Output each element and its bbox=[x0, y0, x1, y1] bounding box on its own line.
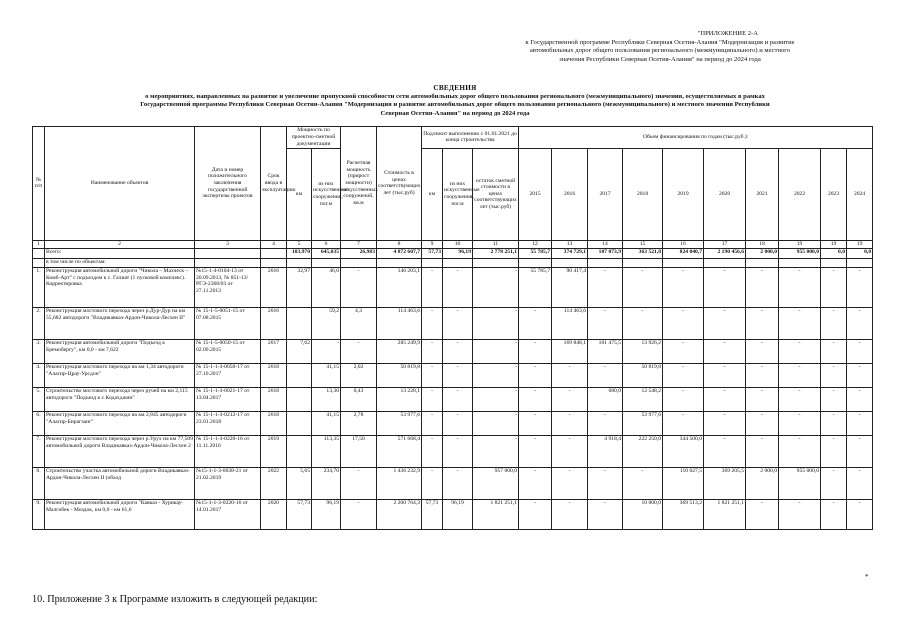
finance-year-cell: - bbox=[552, 411, 588, 435]
cost-cell: 285 249,9 bbox=[377, 339, 422, 363]
expertise-ref-cell: № 15-1-1-3-0021-17 от 13.04.2017 bbox=[195, 387, 261, 411]
capacity-km-cell bbox=[287, 363, 312, 387]
expertise-ref-cell: №15-1-4-0104-13 от 20.09.2013, № 851-13/РГЭ-2368/03 от 27.11.2013 bbox=[195, 267, 261, 307]
done-km-cell: - bbox=[422, 435, 443, 467]
col-year-2020: 2020 bbox=[704, 148, 746, 240]
cost-cell: 13 228,1 bbox=[377, 387, 422, 411]
col-year-2022: 2022 bbox=[779, 148, 821, 240]
capacity-km-cell bbox=[287, 411, 312, 435]
total-label: Всего: bbox=[45, 248, 195, 258]
column-number-cell: 15 bbox=[623, 240, 663, 248]
finance-year-cell: - bbox=[519, 435, 552, 467]
done-art-cell: - bbox=[443, 363, 473, 387]
col-year-2023: 2023 bbox=[821, 148, 847, 240]
column-number-cell: 6 bbox=[312, 240, 341, 248]
object-name-cell: Реконструкция автомобильной дороги "Подъезд к Бремобергу", км 0,0 - км 7,622 bbox=[45, 339, 195, 363]
finance-year-cell: - bbox=[779, 499, 821, 529]
done-art-cell: - bbox=[443, 467, 473, 499]
expertise-ref-cell: №15-1-1-3-0038-21 от 21.02.2019 bbox=[195, 467, 261, 499]
capacity-km-cell bbox=[287, 387, 312, 411]
col-year-2018: 2018 bbox=[623, 148, 663, 240]
col-year-2021: 2021 bbox=[746, 148, 779, 240]
finance-year-cell: - bbox=[588, 267, 623, 307]
finance-year-cell: 10 000,0 bbox=[623, 499, 663, 529]
column-number-cell: 9 bbox=[422, 240, 443, 248]
expertise-ref-cell: №15-1-1-3-0220-16 от 14.01.2017 bbox=[195, 499, 261, 529]
finance-year-cell: - bbox=[588, 363, 623, 387]
total-cell: 955 000,0 bbox=[779, 248, 821, 258]
calc-capacity-cell: 4,3 bbox=[341, 307, 377, 339]
appendix-line: к Государственной программе Республики Северная Осетия-Алания "Модернизация и развитие bbox=[525, 38, 795, 46]
row-number-cell: 1. bbox=[33, 267, 45, 307]
remain-cost-cell: - bbox=[473, 387, 519, 411]
calc-capacity-cell: 2,78 bbox=[341, 411, 377, 435]
finance-year-cell: - bbox=[779, 339, 821, 363]
column-numbers-row bbox=[33, 240, 873, 248]
commission-year-cell: 2017 bbox=[261, 339, 287, 363]
total-cell: 363 521,8 bbox=[623, 248, 663, 258]
finance-year-cell: - bbox=[663, 363, 704, 387]
finance-year-cell: - bbox=[847, 435, 873, 467]
col-year-2017: 2017 bbox=[588, 148, 623, 240]
calc-capacity-cell: - bbox=[341, 339, 377, 363]
finance-year-cell: - bbox=[623, 307, 663, 339]
cost-cell: 114 463,6 bbox=[377, 307, 422, 339]
object-name-cell: Реконструкция мостового перехода на км 2,845 автодороги "Алагир-Бирагзанг" bbox=[45, 411, 195, 435]
remain-cost-cell: - bbox=[473, 411, 519, 435]
finance-year-cell: - bbox=[704, 363, 746, 387]
total-cell: 824 040,7 bbox=[663, 248, 704, 258]
done-group-header: Подлежит выполнению с 01.01.2021 до конца строительства bbox=[422, 127, 519, 149]
finance-year-cell: - bbox=[746, 267, 779, 307]
total-cell: 2 778 251,1 bbox=[473, 248, 519, 258]
total-cell: 0,0 bbox=[847, 248, 873, 258]
row-number-cell: 3. bbox=[33, 339, 45, 363]
finance-year-cell: 169 848,1 bbox=[552, 339, 588, 363]
finance-year-cell: - bbox=[588, 411, 623, 435]
finance-year-cell: - bbox=[552, 435, 588, 467]
finance-year-cell: - bbox=[821, 339, 847, 363]
capacity-km-cell bbox=[287, 307, 312, 339]
total-cell: 374 729,1 bbox=[552, 248, 588, 258]
cost-cell: 571 668,4 bbox=[377, 435, 422, 467]
col-year-2016: 2016 bbox=[552, 148, 588, 240]
done-art-cell: - bbox=[443, 339, 473, 363]
column-number-cell: 19 bbox=[779, 240, 821, 248]
finance-year-cell: - bbox=[746, 435, 779, 467]
column-number-cell: 11 bbox=[473, 240, 519, 248]
total-cell: 96,19 bbox=[443, 248, 473, 258]
finance-year-cell: - bbox=[704, 387, 746, 411]
column-number-cell: 2 bbox=[45, 240, 195, 248]
finance-year-cell: - bbox=[623, 267, 663, 307]
table-row bbox=[33, 387, 873, 411]
total-cell bbox=[261, 248, 287, 258]
commission-year-cell: 2016 bbox=[261, 307, 287, 339]
calc-capacity-cell: - bbox=[341, 267, 377, 307]
row-number-cell: 6. bbox=[33, 411, 45, 435]
row-number-cell: 5. bbox=[33, 387, 45, 411]
finance-year-cell: 12 548,2 bbox=[623, 387, 663, 411]
appendix-block bbox=[500, 30, 820, 64]
finance-year-cell: 369 513,2 bbox=[663, 499, 704, 529]
column-number-cell: 19 bbox=[847, 240, 873, 248]
table-row bbox=[33, 411, 873, 435]
done-art-cell: 96,19 bbox=[443, 499, 473, 529]
remain-cost-cell: - bbox=[473, 363, 519, 387]
commission-year-cell: 2020 bbox=[261, 499, 287, 529]
finance-year-cell: - bbox=[847, 387, 873, 411]
finance-year-cell: - bbox=[704, 339, 746, 363]
col-year-2024: 2024 bbox=[847, 148, 873, 240]
expertise-ref-cell: № 15-1-1-3-0220-16 от 11.11.2016 bbox=[195, 435, 261, 467]
finance-year-cell: 1 821 251,1 bbox=[704, 499, 746, 529]
done-art-cell: - bbox=[443, 387, 473, 411]
calc-capacity-cell: 17,50 bbox=[341, 435, 377, 467]
finance-year-cell: - bbox=[552, 363, 588, 387]
subheading-label: в том числе по объектам: bbox=[45, 258, 195, 267]
expertise-ref-cell: № 15-1-1-3-0050-17 от 27.10.2017 bbox=[195, 363, 261, 387]
finance-year-cell: 53 977,6 bbox=[623, 411, 663, 435]
column-number-cell: 4 bbox=[261, 240, 287, 248]
total-cell: 57,73 bbox=[422, 248, 443, 258]
title-main: СВЕДЕНИЯ bbox=[433, 84, 477, 92]
object-name-cell: Реконструкция автомобильной дороги "Чикола – Махческ – Комб-Арт" с подъездом к с. Галиат (1 пусковой комплекс). Корректировка bbox=[45, 267, 195, 307]
col-year-2015: 2015 bbox=[519, 148, 552, 240]
finance-year-cell: - bbox=[746, 411, 779, 435]
document-title bbox=[60, 84, 850, 118]
col-year-2019: 2019 bbox=[663, 148, 704, 240]
capacity-art-cell: 59,2 bbox=[312, 307, 341, 339]
finance-group-header: Объем финансирования по годам (тыс.руб.): bbox=[519, 127, 873, 149]
finance-year-cell: - bbox=[779, 267, 821, 307]
finance-year-cell: - bbox=[519, 387, 552, 411]
object-name-cell: Строительство участка автомобильной дороги Владикавказ-Ардон-Чикола-Лесхен II (обход bbox=[45, 467, 195, 499]
cost-cell: 2 200 764,3 bbox=[377, 499, 422, 529]
row-number-cell: 4. bbox=[33, 363, 45, 387]
finance-year-cell: - bbox=[821, 411, 847, 435]
finance-year-cell: - bbox=[821, 307, 847, 339]
remain-cost-cell: 957 000,0 bbox=[473, 467, 519, 499]
finance-year-cell: - bbox=[821, 363, 847, 387]
finance-year-cell: 4 918,4 bbox=[588, 435, 623, 467]
finance-year-cell: - bbox=[552, 499, 588, 529]
remain-cost-cell: - bbox=[473, 267, 519, 307]
finance-year-cell: - bbox=[779, 307, 821, 339]
row-number-cell: 8. bbox=[33, 467, 45, 499]
finance-year-cell: - bbox=[704, 267, 746, 307]
column-number-cell: 12 bbox=[519, 240, 552, 248]
cost-cell: 53 977,6 bbox=[377, 411, 422, 435]
finance-year-cell: - bbox=[779, 363, 821, 387]
finance-year-cell: 955 000,0 bbox=[779, 467, 821, 499]
finance-year-cell: 110 027,5 bbox=[663, 467, 704, 499]
col-calc-capacity-header: Расчетная мощность (прирост мощности) искусственных сооружений, кв.м bbox=[341, 127, 377, 241]
finance-year-cell: - bbox=[663, 307, 704, 339]
commission-year-cell: 2022 bbox=[261, 467, 287, 499]
column-number-cell: 3 bbox=[195, 240, 261, 248]
total-cell: 55 785,7 bbox=[519, 248, 552, 258]
finance-year-cell: - bbox=[519, 467, 552, 499]
finance-year-cell: - bbox=[821, 435, 847, 467]
finance-year-cell: - bbox=[519, 307, 552, 339]
finance-year-cell: - bbox=[847, 267, 873, 307]
done-km-cell: - bbox=[422, 467, 443, 499]
capacity-group-header: Мощность по проектно-сметной документации bbox=[287, 127, 341, 149]
finance-year-cell: - bbox=[847, 467, 873, 499]
finance-year-cell: - bbox=[847, 307, 873, 339]
finance-year-cell: - bbox=[519, 363, 552, 387]
table-row bbox=[33, 339, 873, 363]
finance-year-cell: - bbox=[552, 387, 588, 411]
finance-year-cell: - bbox=[821, 499, 847, 529]
column-number-cell: 8 bbox=[377, 240, 422, 248]
finance-year-cell: - bbox=[847, 363, 873, 387]
object-name-cell: Реконструкция автомобильной дороги "Кавказ - Хурикау- Малгобек - Моздок, км 0,0 - км 61,6 bbox=[45, 499, 195, 529]
calc-capacity-cell: 0,43 bbox=[341, 387, 377, 411]
finance-year-cell: - bbox=[663, 411, 704, 435]
capacity-art-cell: 13,30 bbox=[312, 387, 341, 411]
finance-year-cell: - bbox=[746, 339, 779, 363]
finance-year-cell: - bbox=[588, 307, 623, 339]
row-number-cell: 7. bbox=[33, 435, 45, 467]
appendix-line: автомобильных дорог общего пользования регионального (межмуниципального) и местного bbox=[529, 47, 791, 55]
total-cell bbox=[195, 248, 261, 258]
title-line: Северная Осетия-Алания" на период до 2024 года bbox=[380, 109, 530, 117]
appendix-heading: "ПРИЛОЖЕНИЕ 2-А bbox=[697, 30, 758, 37]
finance-year-cell: - bbox=[779, 411, 821, 435]
total-cell: 26,983 bbox=[341, 248, 377, 258]
finance-year-cell: - bbox=[519, 499, 552, 529]
object-name-cell: Строительство мостового перехода через ручей на км 2,115 автодороги "Подъезд к с.Кодахджин" bbox=[45, 387, 195, 411]
capacity-km-cell: 32,97 bbox=[287, 267, 312, 307]
finance-year-cell: - bbox=[821, 467, 847, 499]
capacity-art-cell: 41,15 bbox=[312, 411, 341, 435]
cost-cell: 146 203,1 bbox=[377, 267, 422, 307]
remain-cost-cell: - bbox=[473, 307, 519, 339]
finance-year-cell: 50 819,8 bbox=[623, 363, 663, 387]
col-num-header: № п/п bbox=[33, 127, 45, 241]
calc-capacity-cell: - bbox=[341, 467, 377, 499]
capacity-km-cell: 57,73 bbox=[287, 499, 312, 529]
finance-year-cell: 369 205,5 bbox=[704, 467, 746, 499]
finance-year-cell: - bbox=[663, 387, 704, 411]
done-km-cell: - bbox=[422, 339, 443, 363]
finance-year-cell: 114 463,6 bbox=[552, 307, 588, 339]
finance-year-cell: 2 000,0 bbox=[746, 467, 779, 499]
capacity-art-cell: 96,19 bbox=[312, 499, 341, 529]
cost-cell: 1 436 232,9 bbox=[377, 467, 422, 499]
total-row bbox=[33, 248, 873, 258]
object-name-cell: Реконструкция мостового перехода через р.Урух на км 77,509 автомобильной дороги Владикавказ-Ардон-Чикола-Лесхен 2 bbox=[45, 435, 195, 467]
finance-year-cell: - bbox=[663, 267, 704, 307]
finance-year-cell: - bbox=[704, 435, 746, 467]
footer-paragraph: 10. Приложение 3 к Программе изложить в следующей редакции: bbox=[32, 594, 318, 605]
column-number-cell: 14 bbox=[588, 240, 623, 248]
capacity-art-cell: - bbox=[312, 339, 341, 363]
finance-year-cell: - bbox=[588, 467, 623, 499]
col-art2-header: из них искусственные сооружения, пог.м bbox=[443, 148, 473, 240]
total-cell: 4 872 607,7 bbox=[377, 248, 422, 258]
cost-cell: 50 819,8 bbox=[377, 363, 422, 387]
done-km-cell: - bbox=[422, 307, 443, 339]
capacity-art-cell: 41,15 bbox=[312, 363, 341, 387]
commission-year-cell: 2019 bbox=[261, 435, 287, 467]
table-row bbox=[33, 467, 873, 499]
commission-year-cell: 2018 bbox=[261, 387, 287, 411]
col-expertise-header: Дата и номер положительного заключения государственной экспертизы проектов bbox=[195, 127, 261, 241]
capacity-km-cell bbox=[287, 435, 312, 467]
column-number-cell: 10 bbox=[443, 240, 473, 248]
commission-year-cell: 2018 bbox=[261, 363, 287, 387]
col-km2-header: км bbox=[422, 148, 443, 240]
finance-year-cell: 101 475,5 bbox=[588, 339, 623, 363]
expertise-ref-cell: № 15-1-5-0050-15 от 02.09.2015 bbox=[195, 339, 261, 363]
table-row bbox=[33, 435, 873, 467]
finance-year-cell: 90 417,4 bbox=[552, 267, 588, 307]
capacity-art-cell: 46,0 bbox=[312, 267, 341, 307]
column-number-cell: 19 bbox=[821, 240, 847, 248]
finance-year-cell: 13 926,2 bbox=[623, 339, 663, 363]
finance-year-cell: - bbox=[704, 307, 746, 339]
subheading-row bbox=[33, 258, 873, 267]
table-row bbox=[33, 307, 873, 339]
finance-year-cell: - bbox=[519, 411, 552, 435]
stray-mark: * bbox=[865, 573, 869, 581]
finance-year-cell: - bbox=[746, 499, 779, 529]
finance-year-cell: - bbox=[779, 387, 821, 411]
table-row bbox=[33, 267, 873, 307]
calc-capacity-cell: - bbox=[341, 499, 377, 529]
object-name-cell: Реконструкция мостового перехода на км 1,34 автодороги "Алагир-Црау-Урсдон" bbox=[45, 363, 195, 387]
total-cell: 2 000,0 bbox=[746, 248, 779, 258]
row-number-cell: 9. bbox=[33, 499, 45, 529]
column-number-cell: 16 bbox=[663, 240, 704, 248]
total-cell: 103,970 bbox=[287, 248, 312, 258]
commission-year-cell: 2016 bbox=[261, 267, 287, 307]
finance-year-cell: - bbox=[779, 435, 821, 467]
column-number-cell: 1 bbox=[33, 240, 45, 248]
total-cell: 0,0 bbox=[821, 248, 847, 258]
finance-year-cell: - bbox=[588, 499, 623, 529]
capacity-km-cell: 5,65 bbox=[287, 467, 312, 499]
capacity-km-cell: 7,62 bbox=[287, 339, 312, 363]
col-year-header: Срок ввода в эксплуатацию bbox=[261, 127, 287, 241]
column-number-cell: 7 bbox=[341, 240, 377, 248]
table-row bbox=[33, 499, 873, 529]
commission-year-cell: 2018 bbox=[261, 411, 287, 435]
total-cell: 645,035 bbox=[312, 248, 341, 258]
done-km-cell: - bbox=[422, 363, 443, 387]
expertise-ref-cell: № 15-1-5-0051-15 от 07.08.2015 bbox=[195, 307, 261, 339]
finance-year-cell: - bbox=[746, 307, 779, 339]
finance-year-cell: 55 785,7 bbox=[519, 267, 552, 307]
column-number-cell: 5 bbox=[287, 240, 312, 248]
finance-year-cell: 222 250,0 bbox=[623, 435, 663, 467]
done-km-cell: - bbox=[422, 411, 443, 435]
done-art-cell: - bbox=[443, 411, 473, 435]
title-line: Государственной программы Республики Северная Осетия-Алания "Модернизация и развитие автомобильных дорог общего пользования регионального (межмуниципального) и местного значения Республики bbox=[140, 101, 770, 109]
finance-year-cell: - bbox=[821, 267, 847, 307]
finance-year-cell: - bbox=[847, 499, 873, 529]
remain-cost-cell: - bbox=[473, 435, 519, 467]
column-number-cell: 18 bbox=[746, 240, 779, 248]
appendix-line: значения Республики Северная Осетия-Алания" на период до 2024 года bbox=[559, 55, 761, 63]
table-row bbox=[33, 363, 873, 387]
expertise-ref-cell: № 15-1-1-3-0212-17 от 23.01.2018 bbox=[195, 411, 261, 435]
row-number-cell: 2. bbox=[33, 307, 45, 339]
title-line: о мероприятиях, направленных на развитие и увеличение пропускной способности сети автомобильных дорог общего пользования регионального (межмуниципального) значения, осуществляемых в рамках bbox=[145, 92, 765, 100]
finance-year-cell: - bbox=[847, 339, 873, 363]
capacity-art-cell: 113,35 bbox=[312, 435, 341, 467]
total-cell: 2 190 456,6 bbox=[704, 248, 746, 258]
finance-year-cell: - bbox=[519, 339, 552, 363]
object-name-cell: Реконструкция мостового перехода через р.Дур-Дур на км 55,682 автодороги "Владикавказ-Ардон-Чикола-Лесхен II" bbox=[45, 307, 195, 339]
col-name-header: Наименование объектов bbox=[45, 127, 195, 241]
remain-cost-cell: - bbox=[473, 339, 519, 363]
finance-year-cell: - bbox=[821, 387, 847, 411]
done-art-cell: - bbox=[443, 267, 473, 307]
calc-capacity-cell: 2,02 bbox=[341, 363, 377, 387]
done-art-cell: - bbox=[443, 435, 473, 467]
objects-table bbox=[32, 126, 873, 530]
column-number-cell: 13 bbox=[552, 240, 588, 248]
remain-cost-cell: 1 821 251,1 bbox=[473, 499, 519, 529]
done-km-cell: 57,73 bbox=[422, 499, 443, 529]
finance-year-cell: - bbox=[746, 363, 779, 387]
finance-year-cell: - bbox=[663, 339, 704, 363]
finance-year-cell: - bbox=[746, 387, 779, 411]
done-km-cell: - bbox=[422, 267, 443, 307]
col-remain-header: остаток сметной стоимости в ценах соответствующих лет (тыс.руб) bbox=[473, 148, 519, 240]
finance-year-cell: - bbox=[847, 411, 873, 435]
finance-year-cell: 344 500,0 bbox=[663, 435, 704, 467]
column-number-cell: 17 bbox=[704, 240, 746, 248]
finance-year-cell: - bbox=[623, 467, 663, 499]
finance-year-cell: - bbox=[704, 411, 746, 435]
col-km-header: км bbox=[287, 148, 312, 240]
total-cell: 107 073,9 bbox=[588, 248, 623, 258]
finance-year-cell: 680,0 bbox=[588, 387, 623, 411]
finance-year-cell: - bbox=[552, 467, 588, 499]
done-art-cell: - bbox=[443, 307, 473, 339]
col-cost-header: Стоимость в ценах соответствующих лет (тыс.руб) bbox=[377, 127, 422, 241]
done-km-cell: - bbox=[422, 387, 443, 411]
col-art-header: из них искусственные сооружения, пог.м bbox=[312, 148, 341, 240]
capacity-art-cell: 234,70 bbox=[312, 467, 341, 499]
